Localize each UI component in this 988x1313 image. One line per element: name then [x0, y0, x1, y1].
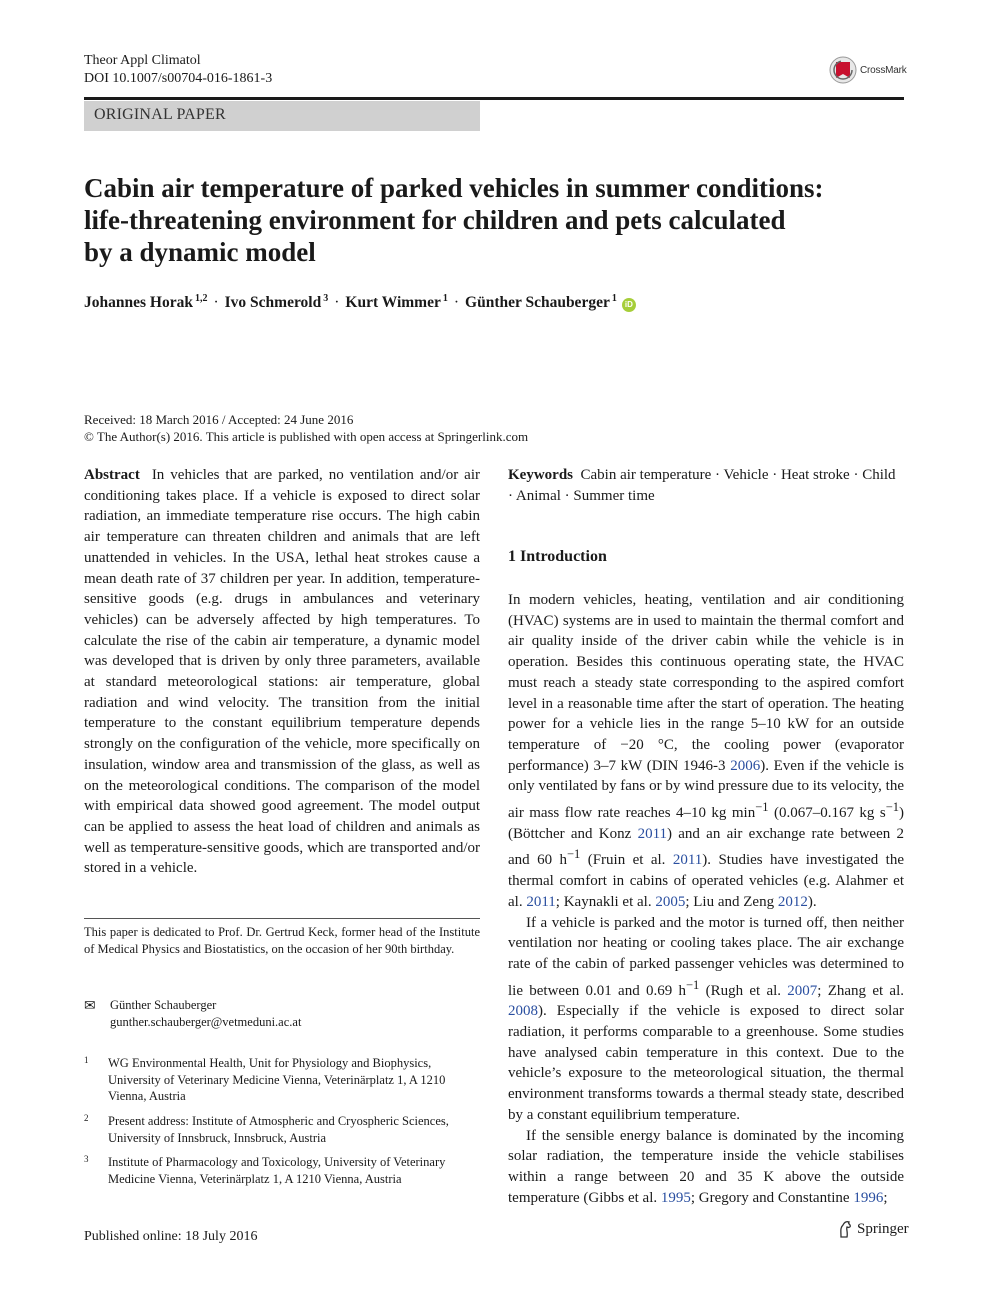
author-affiliation: 3	[323, 293, 329, 304]
author-list	[84, 294, 636, 312]
citation-link[interactable]: 1995	[660, 1189, 691, 1206]
affiliation-1	[84, 1055, 480, 1105]
text-run: If a vehicle is parked and the motor is turned off, then neither ventilation nor heating or cooling takes place. The air exchange rate of the cabin of parked passenger vehicles was determined to lie between 0.01 and 0.69 h	[508, 914, 904, 999]
keywords-paragraph	[508, 465, 904, 506]
affiliation-2	[84, 1113, 480, 1146]
text-run: In modern vehicles, heating, ventilation and air conditioning (HVAC) systems are in used to maintain the thermal comfort and air quality inside of the driver cabin while the vehicle is in operation. Besides this continuous operating state, the HVAC must reach a steady state corresponding to the aspired comfort level in a reasonable time after the start of operation. The heating power for a vehicle lies in the range 5–10 kW for an outside temperature of −20 °C, the cooling power (evaporator performance) 3–7 kW (DIN 1946-3	[508, 592, 904, 774]
affiliation-number: 2	[84, 1113, 89, 1123]
correspondence	[84, 997, 480, 1030]
text-run: ). Even if the vehicle is only ventilated by fans or by wind pressure due to its velocity, the air mass flow rate reaches 4–10 kg min	[508, 757, 904, 822]
journal-name: Theor Appl Climatol	[84, 53, 201, 68]
title-line: life-threatening environment for children and pets calculated	[84, 205, 786, 235]
section-heading-introduction: 1 Introduction	[508, 548, 607, 565]
superscript: −1	[885, 800, 899, 815]
author-separator: ·	[453, 294, 460, 311]
keywords-label: Keywords	[508, 467, 573, 483]
affiliation-3	[84, 1154, 480, 1187]
intro-paragraph-1	[508, 590, 904, 913]
text-run: ) and an air exchange rate between 2 and 60 h	[508, 825, 905, 869]
keywords-section	[508, 465, 904, 506]
citation-link[interactable]: 2011	[526, 893, 556, 910]
paper-type-banner	[84, 101, 480, 131]
text-run: If the sensible energy balance is dominated by the incoming solar radiation, the temperature inside the vehicle stabilises within a range between 20 and 35 K above the outside temperature (Gibbs et al.	[508, 1127, 904, 1206]
superscript: −1	[755, 800, 769, 815]
citation-link[interactable]: 2006	[730, 757, 761, 774]
springer-horse-icon	[837, 1220, 853, 1238]
affiliation-number: 1	[84, 1055, 89, 1065]
abstract-text: In vehicles that are parked, no ventilation and/or air conditioning takes place. If a vehicle is exposed to direct solar radiation, an immediate temperature rise occurs. The high cabin air temperature can threaten children and animals that are left unattended in vehicles. In the USA, lethal heat strokes cause a mean death rate of 37 children per year. In addition, temperature-sensitive goods (e.g. drugs in ambulances and veterinary vehicles) can be adversely affected by high temperatures. To calculate the rise of the cabin air temperature, a dynamic model was developed that is driven by only three parameters, available at standard meteorological stations: air temperature, global radiation and wind velocity. The transition from the initial temperature to the constant equilibrium temperature depends strongly on the configuration of the vehicle, more specifically on insulation, window area and transmission of the glass, as well as on the meteorological conditions. The comparison of the model with empirical data showed good agreement. The model output can be applied to assess the heat load of children and animals as well as temperature-sensitive goods, which are transported and/or stored in a vehicle.	[84, 467, 480, 877]
published-online: Published online: 18 July 2016	[84, 1229, 258, 1244]
publisher-name: Springer	[857, 1220, 909, 1237]
introduction-body	[508, 590, 904, 1208]
text-run: (Rugh et al.	[699, 982, 788, 999]
text-run: ). Especially if the vehicle is exposed to direct solar radiation, it performs comparable to a greenhouse. Some studies have analysed cabin temperature in this context. Due to the vehicle’s exposure to the meteorological situation, the thermal environment transforms towards a thermal steady state, described by a constant equilibrium temperature.	[508, 1003, 904, 1123]
paper-type-label: ORIGINAL PAPER	[94, 106, 226, 123]
doi[interactable]: DOI 10.1007/s00704-016-1861-3	[84, 71, 273, 86]
corresponding-email[interactable]: gunther.schauberger@vetmeduni.ac.at	[110, 1014, 302, 1029]
text-run: ; Liu and Zeng	[685, 893, 778, 910]
author-name[interactable]: Kurt Wimmer	[345, 294, 441, 311]
article-title	[84, 172, 904, 268]
affiliation-text: Present address: Institute of Atmospheric and Cryospheric Sciences, University of Innsbruck, Innsbruck, Austria	[108, 1114, 449, 1145]
superscript: −1	[566, 847, 581, 862]
copyright-line: © The Author(s) 2016. This article is published with open access at Springerlink.com	[84, 429, 529, 444]
footnote-rule	[84, 918, 480, 919]
author-name[interactable]: Ivo Schmerold	[224, 294, 322, 311]
article-dates	[84, 411, 528, 445]
text-run: ; Gregory and Constantine	[690, 1189, 854, 1206]
affiliation-number: 3	[84, 1154, 89, 1164]
abstract-paragraph	[84, 465, 480, 879]
dedication-note: This paper is dedicated to Prof. Dr. Gertrud Keck, former head of the Institute of Medical Physics and Biostatistics, on the occasion of her 90th birthday.	[84, 925, 480, 956]
affiliation-text: WG Environmental Health, Unit for Physiology and Biophysics, University of Veterinary Medicine Vienna, Veterinärplatz 1, A 1210 Vienna, Austria	[108, 1056, 446, 1103]
author-name[interactable]: Günther Schauberger	[465, 294, 610, 311]
text-run: ). Studies have investigated the thermal comfort in cabins of operated vehicles (e.g. Alahmer et al.	[508, 852, 904, 910]
superscript: −1	[685, 977, 700, 992]
author-affiliation: 1	[442, 293, 448, 304]
journal-info	[84, 52, 272, 88]
author-separator: ·	[334, 294, 340, 311]
author-separator: ·	[213, 294, 219, 311]
affiliation-text: Institute of Pharmacology and Toxicology, University of Veterinary Medicine Vienna, Veterinärplatz 1, A 1210 Vienna, Austria	[108, 1155, 446, 1186]
citation-link[interactable]: 2012	[777, 893, 808, 910]
crossmark-label: CrossMark	[860, 64, 907, 76]
text-run: (Fruin et al.	[580, 852, 673, 869]
publisher-logo	[837, 1220, 909, 1238]
envelope-icon: ✉	[84, 998, 96, 1014]
text-run: ) (Böttcher and Konz	[508, 805, 904, 842]
intro-paragraph-2	[508, 913, 904, 1126]
text-run: ; Zhang et al.	[817, 982, 905, 999]
citation-link[interactable]: 1996	[853, 1189, 884, 1206]
orcid-icon[interactable]: iD	[622, 298, 636, 312]
author-affiliation: 1	[611, 293, 617, 304]
header-rule	[84, 97, 904, 100]
citation-link[interactable]: 2008	[508, 1003, 538, 1020]
text-run: (0.067–0.167 kg s	[768, 805, 886, 822]
text-run: ; Kaynakli et al.	[555, 893, 656, 910]
citation-link[interactable]: 2011	[672, 852, 703, 869]
crossmark-badge[interactable]	[829, 56, 907, 84]
title-line: by a dynamic model	[84, 237, 316, 267]
author-name[interactable]: Johannes Horak	[84, 294, 193, 311]
crossmark-icon	[829, 56, 857, 84]
text-run: ).	[807, 893, 817, 910]
corresponding-author: Günther Schauberger	[110, 998, 217, 1012]
citation-link[interactable]: 2007	[787, 982, 818, 999]
keywords-text: Cabin air temperature · Vehicle · Heat stroke · Child · Animal · Summer time	[508, 467, 896, 504]
author-affiliation: 1,2	[194, 293, 208, 304]
received-accepted: Received: 18 March 2016 / Accepted: 24 June 2016	[84, 412, 354, 427]
citation-link[interactable]: 2011	[637, 825, 668, 842]
abstract-section	[84, 465, 480, 879]
citation-link[interactable]: 2005	[655, 893, 686, 910]
intro-paragraph-3	[508, 1126, 904, 1209]
abstract-label: Abstract	[84, 467, 140, 483]
title-line: Cabin air temperature of parked vehicles in summer conditions:	[84, 173, 824, 203]
text-run: ;	[883, 1189, 888, 1206]
